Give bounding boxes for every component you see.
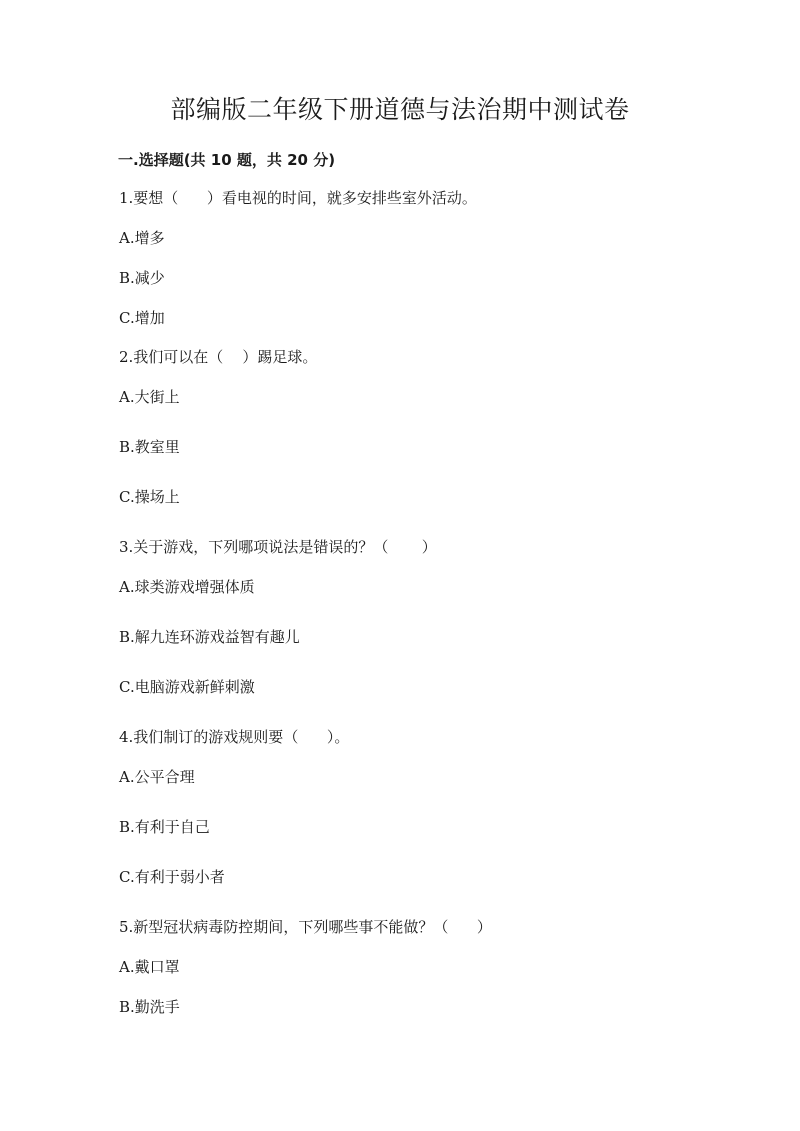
question-3-option-b: B.解九连环游戏益智有趣儿 (119, 628, 300, 646)
question-4-stem: 4.我们制订的游戏规则要（ ）。 (119, 728, 350, 746)
question-1-option-a: A.增多 (119, 229, 165, 247)
question-2-option-b: B.教室里 (119, 438, 180, 456)
question-1-option-c: C.增加 (119, 309, 165, 327)
question-4-option-a: A.公平合理 (119, 768, 195, 786)
question-4-option-c: C.有利于弱小者 (119, 868, 225, 886)
question-1-option-b: B.减少 (119, 269, 165, 287)
question-1-stem: 1.要想（ ）看电视的时间，就多安排些室外活动。 (119, 189, 477, 207)
question-2-option-c: C.操场上 (119, 488, 180, 506)
question-5-option-a: A.戴口罩 (119, 958, 180, 976)
question-3-option-a: A.球类游戏增强体质 (119, 578, 255, 596)
question-3-option-c: C.电脑游戏新鲜刺激 (119, 678, 255, 696)
section-heading: 一.选择题(共 10 题，共 20 分) (118, 151, 336, 169)
question-4-option-b: B.有利于自己 (119, 818, 210, 836)
question-2-stem: 2.我们可以在（ ）踢足球。 (119, 348, 318, 366)
question-5-option-b: B.勤洗手 (119, 998, 180, 1016)
question-5-stem: 5.新型冠状病毒防控期间，下列哪些事不能做？（ ） (119, 918, 492, 936)
question-3-stem: 3.关于游戏，下列哪项说法是错误的？（ ） (119, 538, 437, 556)
page-title: 部编版二年级下册道德与法治期中测试卷 (170, 95, 630, 124)
question-2-option-a: A.大街上 (119, 388, 180, 406)
